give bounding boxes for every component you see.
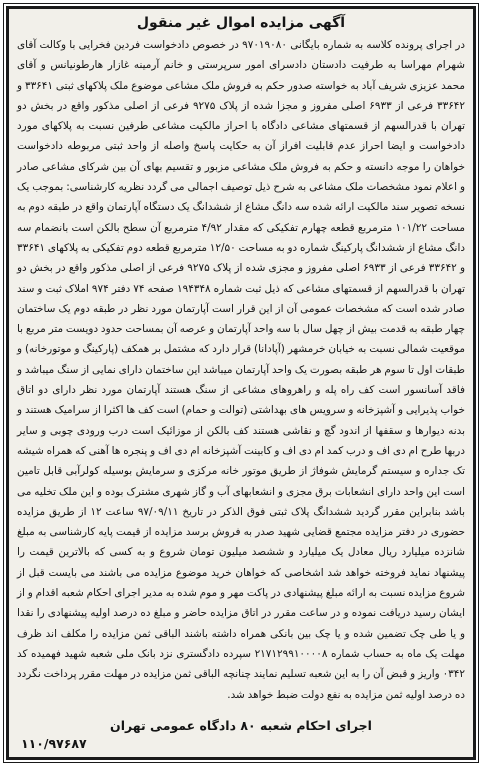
notice-footer xyxy=(17,717,465,753)
notice-signer: اجرای احکام شعبه ۸۰ دادگاه عمومی تهران xyxy=(110,718,372,733)
notice-body: در اجرای پرونده کلاسه به شماره بایگانی ۹۷۰۱۹۰۸۰ در خصوص دادخواست فردین فخرایی با وکالت آقای شهرام مهراسا به طرفیت دادستان دادسرای امور سرپرستی و خانم آرمینه غازار هارطونیانس و آقای محمد عزیزی شریف آباد به خواسته صدور حکم به فروش ملک مشاعی موضوع ملک پلاکهای ثبتی ۳۳۶۴۱ و ۳۳۶۴۲ فرعی از ۶۹۳۳ اصلی مفروز و مجزا شده از پلاک ۹۲۷۵ فرعی از اصلی مذکور واقع در بخش دو تهران با قدرالسهم از قسمتهای مشاعی دادگاه با احراز مالکیت مشاعی طرفین نسبت به پلاکهای مورد دادخواست و ایضا احراز عدم قابلیت افراز آن به حکایت پاسخ واصله از واحد ثبتی مربوطه دادخواست خواهان را موجه دانسته و حکم به فروش ملک مشاعی مزبور و تقسیم بهای آن بین شرکای مشاعی صادر و اعلام نمود مشخصات ملک مشاعی به شرح ذیل توصیف اجمالی می گردد نظریه کارشناسی: بموجب یک نسخه تصویر سند مالکیت ارائه شده سه دانگ مشاع از ششدانگ یک دستگاه آپارتمان واقع در طبقه دوم به مساحت ۱۰۱/۲۲ مترمربع قطعه چهارم تفکیکی که مقدار ۴/۹۲ مترمربع آن سطح بالکن است بانضمام سه دانگ مشاع از ششدانگ پارکینگ شماره دو به مساحت ۱۲/۵۰ مترمربع قطعه دوم تفکیکی به پلاکهای ۳۳۶۴۱ و ۳۳۶۴۲ فرعی از ۶۹۳۳ اصلی مفروز و مجزی شده از پلاک ۹۲۷۵ فرعی از اصلی مذکور واقع در بخش دو تهران با قدرالسهم از قسمتهای مشاعی که ذیل ثبت شماره ۱۹۴۳۴۸ صفحه ۷۴ دفتر ۹۷۴ املاک ثبت و سند صادر شده است که مشخصات عمومی آن از این قرار است آپارتمان مورد نظر در طبقه دوم یک ساختمان چهار طبقه به قدمت بیش از چهل سال با سه واحد آپارتمان و عرصه آن بمساحت حدود دویست متر مربع با موقعیت شمالی نسبت به خیابان خرمشهر (آپادانا) قرار دارد که مشتمل بر همکف (پارکینگ و موتورخانه) و طبقات اول تا سوم هر طبقه بصورت یک واحد آپارتمان میباشد این ساختمان دارای نمایی از سنگ میباشد و فاقد آسانسور است کف راه پله و راهروهای مشاعی از سنگ هستند آپارتمان مورد نظر دارای دو اتاق خواب پذیرایی و آشپزخانه و سرویس های بهداشتی (توالت و حمام) است کف ها اکثرا از سرامیک هستند و بدنه دیوارها و سقفها از اندود گچ و نقاشی هستند کف بالکن از موزائیک است درب ورودی چوبی و سایر دربها طرح ام دی اف و درب کمد ام دی اف و کابینت آشپزخانه ام دی اف و پنجره ها آهنی که همراه شیشه تک جداره و سیستم گرمایش شوفاژ از طریق موتور خانه مرکزی و سرمایش بوسیله کولرآبی قابل تامین است این واحد دارای انشعابات برق مجزی و انشعابهای آب و گاز شهری مشترک بوده و این ملک تخلیه می باشد بنابراین مقرر گردید ششدانگ پلاک ثبتی فوق الذکر در تاریخ ۹۷/۰۹/۱۱ ساعت ۱۲ از طریق مزایده حضوری در دفتر مزایده مجتمع قضایی شهید صدر به فروش برسد مزایده از قیمت پایه کارشناسی به مبلغ شانزده میلیارد ریال معادل یک میلیارد و ششصد میلیون تومان شروع و به کسی که بالاترین قیمت را پیشنهاد نماید فروخته خواهد شد اشخاصی که خواهان خرید موضوع مزایده می باشند می بایست قبل از شروع مزایده نسبت به ارائه مبلغ پیشنهادی در پاکت مهر و موم شده به مدیر اجرای احکام شعبه اقدام و از ایشان رسید دریافت نموده و در ساعت مقرر در اتاق مزایده حاضر و مبلغ ده درصد اولیه پیشنهادی را نقدا و یا طی چک تضمین شده و یا چک بین بانکی همراه داشته باشند الباقی ثمن مزایده را مکلف اند ظرف مهلت یک ماه به حساب شماره ۲۱۷۱۲۹۹۱۰۰۰۰۸ سپرده دادگستری نزد بانک ملی شعبه شهید فهمیده کد ۰۳۴۲ واریز و قبض آن را به این شعبه تسلیم نمایند چنانچه الباقی ثمن مزایده در مهلت مقرر پرداخت نگردد ده درصد اولیه ثمن مزایده به نفع دولت ضبط خواهد شد. xyxy=(17,39,466,701)
notice-title: آگهی مزایده اموال غیر منقول xyxy=(136,15,346,31)
notice-reference-number: ۱۱۰/۹۷۶۸۷ xyxy=(21,736,87,751)
legal-notice xyxy=(6,6,476,760)
